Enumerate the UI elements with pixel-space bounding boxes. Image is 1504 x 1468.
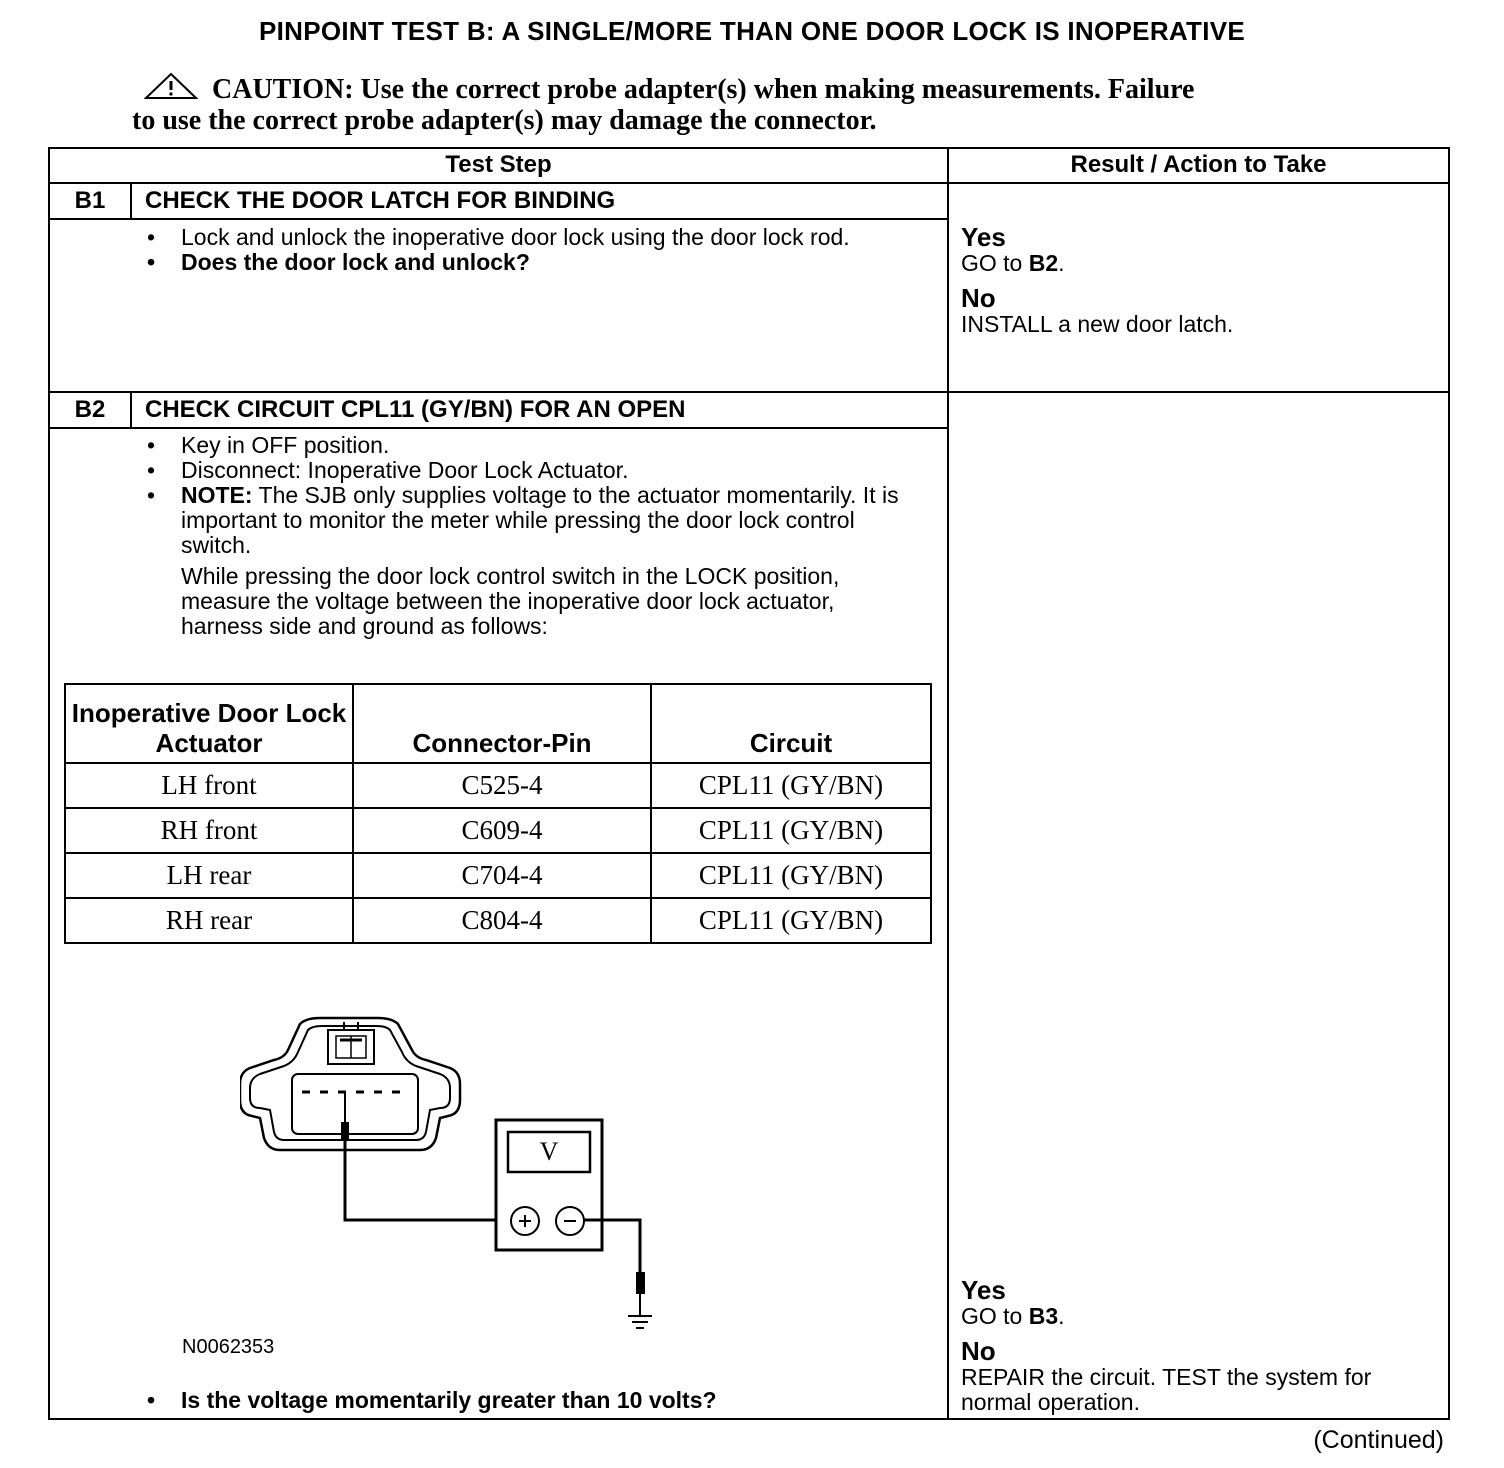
header-test-step: Test Step xyxy=(445,151,552,178)
b1-yes-suffix: . xyxy=(1058,250,1065,276)
pin-cell-actuator: LH front xyxy=(65,763,353,808)
caution-line-1: CAUTION: Use the correct probe adapter(s) when making measurements. Failure xyxy=(212,74,1195,105)
table-row xyxy=(65,763,931,808)
pin-cell-connector: C525-4 xyxy=(353,763,651,808)
caution-block xyxy=(132,74,1372,136)
pin-cell-actuator: LH rear xyxy=(65,853,353,898)
table-row xyxy=(65,853,931,898)
b1-title-divider xyxy=(48,218,948,220)
header-result: Result / Action to Take xyxy=(1070,151,1327,178)
note-label: NOTE: xyxy=(181,482,253,508)
b2-question-bullet: • Is the voltage momentarily greater than 10 volts? xyxy=(143,1388,923,1413)
b2-no-label: No xyxy=(961,1336,996,1366)
warning-triangle-icon xyxy=(144,72,198,100)
b2-yes-label: Yes xyxy=(961,1275,1006,1305)
table-border-right xyxy=(1448,147,1450,1420)
pin-cell-connector: C804-4 xyxy=(353,898,651,943)
b2-bullet-note xyxy=(143,483,913,558)
b1-id-divider xyxy=(130,182,132,220)
b2-step-title: CHECK CIRCUIT CPL11 (GY/BN) FOR AN OPEN xyxy=(145,396,686,423)
pin-table-header-row xyxy=(65,684,931,763)
meter-symbol: V xyxy=(539,1137,559,1166)
pin-cell-circuit: CPL11 (GY/BN) xyxy=(651,763,931,808)
pin-cell-circuit: CPL11 (GY/BN) xyxy=(651,808,931,853)
continued-label: (Continued) xyxy=(1313,1426,1444,1454)
connector-pin-table xyxy=(64,683,932,944)
column-divider xyxy=(947,147,949,1420)
page-title: PINPOINT TEST B: A SINGLE/MORE THAN ONE DOOR LOCK IS INOPERATIVE xyxy=(258,16,1246,46)
pin-cell-circuit: CPL11 (GY/BN) xyxy=(651,898,931,943)
b1-bullet-2: • Does the door lock and unlock? xyxy=(143,250,903,275)
b2-id-divider xyxy=(130,391,132,429)
pin-header-actuator: Inoperative Door Lock Actuator xyxy=(65,684,353,763)
table-border-top xyxy=(48,147,1450,149)
b2-no-action: REPAIR the circuit. TEST the system for normal operation. xyxy=(961,1364,1372,1415)
voltmeter-diagram xyxy=(240,1010,680,1340)
pin-cell-connector: C609-4 xyxy=(353,808,651,853)
table-border-left xyxy=(48,147,50,1420)
b2-result xyxy=(961,1276,1441,1415)
b2-yes-suffix: . xyxy=(1058,1303,1065,1329)
pin-cell-connector: C704-4 xyxy=(353,853,651,898)
b2-question xyxy=(143,1388,923,1413)
b2-bullet-2: • Disconnect: Inoperative Door Lock Actuator. xyxy=(143,458,913,483)
b2-title-divider xyxy=(48,427,948,429)
pin-header-circuit: Circuit xyxy=(651,684,931,763)
b2-yes-action xyxy=(961,1304,1441,1329)
ground-icon xyxy=(628,1316,652,1328)
b2-yes-prefix: GO to xyxy=(961,1303,1029,1329)
b1-bullet-1: • Lock and unlock the inoperative door lock using the door lock rod. xyxy=(143,225,903,250)
b1-yes-label: Yes xyxy=(961,222,1006,252)
table-border-bottom xyxy=(48,1418,1450,1420)
note-text: The SJB only supplies voltage to the actuator momentarily. It is important to monitor the meter while pressing the door lock control switch. xyxy=(181,482,899,558)
b1-yes-target: B2 xyxy=(1028,250,1059,276)
pin-cell-circuit: CPL11 (GY/BN) xyxy=(651,853,931,898)
b2-instructions xyxy=(143,433,913,639)
table-row xyxy=(65,808,931,853)
caution-line-2: to use the correct probe adapter(s) may damage the connector. xyxy=(132,105,877,136)
b1-step-id: B1 xyxy=(74,187,106,214)
b1-result xyxy=(961,223,1441,337)
header-divider xyxy=(48,182,1450,184)
pin-header-connector: Connector-Pin xyxy=(353,684,651,763)
b1-no-action: INSTALL a new door latch. xyxy=(961,311,1234,337)
b1-no-label: No xyxy=(961,283,996,313)
b1-yes-action xyxy=(961,251,1441,276)
b1-b2-divider xyxy=(48,391,1450,393)
b2-measure-paragraph: While pressing the door lock control switch in the LOCK position, measure the voltage between the inoperative door lock actuator, harness side and ground as follows: xyxy=(181,563,840,639)
figure-id: N0062353 xyxy=(182,1336,275,1358)
b2-step-id: B2 xyxy=(74,396,106,423)
b1-step-title: CHECK THE DOOR LATCH FOR BINDING xyxy=(145,187,616,214)
b1-instructions xyxy=(143,225,903,275)
table-row xyxy=(65,898,931,943)
pin-cell-actuator: RH front xyxy=(65,808,353,853)
b1-yes-prefix: GO to xyxy=(961,250,1029,276)
b2-bullet-1: • Key in OFF position. xyxy=(143,433,913,458)
pin-cell-actuator: RH rear xyxy=(65,898,353,943)
b2-yes-target: B3 xyxy=(1028,1303,1059,1329)
